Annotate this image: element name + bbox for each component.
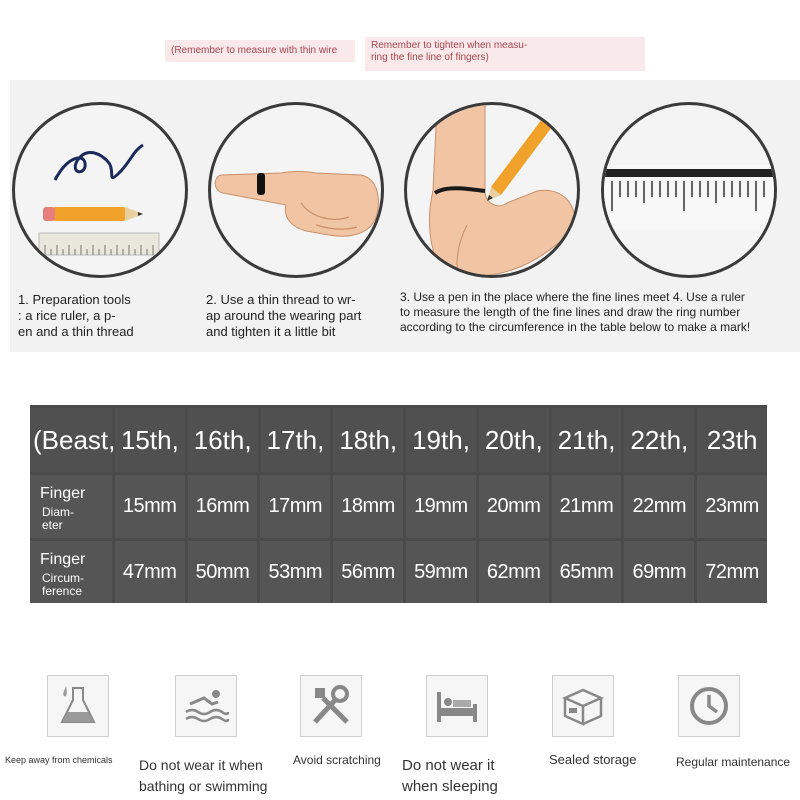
size-header-cell: 21th, [552, 408, 622, 472]
bed-icon [426, 675, 488, 737]
diameter-row [30, 475, 767, 538]
size-header-cell: 23th [697, 408, 767, 472]
size-header-cell: 20th, [479, 408, 549, 472]
care-label-scratching: Avoid scratching [293, 753, 381, 767]
step-1-text: 1. Preparation tools : a rice ruler, a p- en and a thin thread [18, 292, 134, 339]
circumference-label: Finger [40, 551, 86, 568]
circumference-value: 53mm [260, 541, 330, 603]
box-icon [552, 675, 614, 737]
step-2-text: 2. Use a thin thread to wr- ap around the wearing part and tighten it a little bit [206, 292, 362, 339]
diameter-label-cell [30, 475, 112, 538]
diameter-value: 20mm [479, 475, 549, 538]
size-header-row [30, 408, 767, 472]
diameter-value: 23mm [697, 475, 767, 538]
diameter-value: 19mm [406, 475, 476, 538]
size-header-cell: 22th, [624, 408, 694, 472]
circumference-value: 50mm [188, 541, 258, 603]
ring-size-table [30, 405, 767, 603]
circumference-value: 65mm [552, 541, 622, 603]
clock-icon [678, 675, 740, 737]
circumference-value: 62mm [479, 541, 549, 603]
circumference-value: 47mm [115, 541, 185, 603]
size-header-cell: 19th, [406, 408, 476, 472]
ruler-closeup-illustration [601, 102, 777, 278]
tighten-note: Remember to tighten when measu- ring the fine line of fingers) [365, 37, 645, 71]
circumference-row [30, 541, 767, 603]
size-header-cell: 15th, [115, 408, 185, 472]
size-header-cell: 16th, [188, 408, 258, 472]
instruction-panel [10, 80, 800, 352]
diameter-value: 21mm [552, 475, 622, 538]
care-label-storage: Sealed storage [549, 752, 637, 767]
tools-icon [300, 675, 362, 737]
step-3-4-text: 3. Use a pen in the place where the fine lines meet 4. Use a ruler to measure the length of the fine lines and draw the ring number according to the circumference in the table below to make a mark! [400, 290, 751, 334]
circumference-value: 56mm [333, 541, 403, 603]
thin-wire-note: (Remember to measure with thin wire [165, 40, 355, 62]
thread-wrap-illustration [208, 102, 384, 278]
circumference-value: 72mm [697, 541, 767, 603]
care-label-sleeping: Do not wear it when sleeping [402, 757, 498, 795]
size-header-cell: (Beast, [30, 408, 112, 472]
diameter-sublabel: Diam- eter [42, 505, 74, 532]
pen-mark-illustration [404, 102, 580, 278]
care-label-swimming: Do not wear it when bathing or swimming [139, 757, 268, 794]
circumference-value: 59mm [406, 541, 476, 603]
circumference-value: 69mm [624, 541, 694, 603]
diameter-value: 15mm [115, 475, 185, 538]
care-label-maintenance: Regular maintenance [676, 755, 791, 769]
diameter-label: Finger [40, 485, 86, 502]
swimming-icon [175, 675, 237, 737]
circumference-label-cell [30, 541, 112, 603]
diameter-value: 18mm [333, 475, 403, 538]
diameter-value: 22mm [624, 475, 694, 538]
flask-icon [47, 675, 109, 737]
circumference-sublabel: Circum- ference [42, 571, 84, 598]
size-header-cell: 17th, [261, 408, 331, 472]
preparation-tools-illustration [12, 102, 188, 278]
diameter-value: 17mm [260, 475, 330, 538]
size-header-cell: 18th, [333, 408, 403, 472]
care-label-chemicals: Keep away from chemicals [5, 755, 113, 765]
diameter-value: 16mm [188, 475, 258, 538]
